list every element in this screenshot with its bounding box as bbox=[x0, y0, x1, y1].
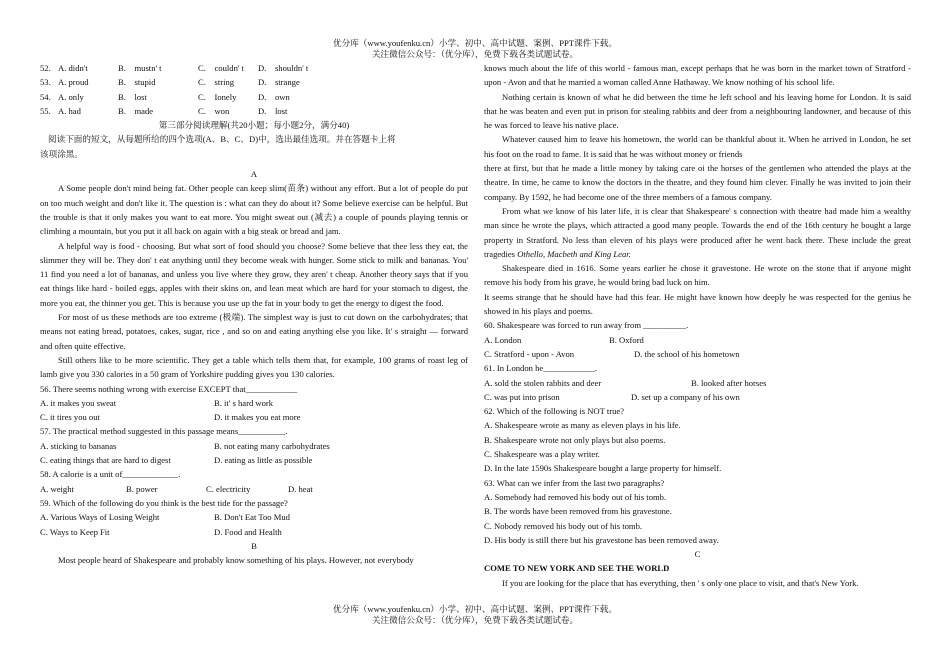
passage-b-paragraph-3: Whatever caused him to leave his hometown, the world can be thankful about it. When he arrived in London, he set his foot on the road to fame. It is said that he was without money or friends bbox=[484, 134, 911, 159]
option-a: A. had bbox=[58, 105, 81, 116]
question-62-option-c: C. Shakespeare was a play writer. bbox=[484, 449, 600, 460]
header-line-1: 优分库（www.youfenku.cn）小学、初中、高中试题、案例、PPT课件下载。 bbox=[333, 38, 617, 48]
option-a: A. only bbox=[58, 91, 84, 102]
passage-b-paragraph-1-cont: knows much about the life of this world - famous man, except perhaps that he was born in the market town of Stratford - upon - Avon and that he married a woman called Anne Hathaway. We know nothing of his school life. bbox=[484, 63, 911, 88]
header-line-2: 关注微信公众号：（优分库），免费下载各类试题试卷。 bbox=[371, 49, 579, 59]
section-title: 第三部分阅读理解(共20小题；每小题2分，满分40) bbox=[158, 120, 350, 131]
question-63-option-b: B. The words have been removed from his gravestone. bbox=[484, 506, 672, 517]
passage-b-paragraph-3b: there at first, but that he made a little money by taking care oi the horses of the gentlemen who attended the plays at the theatre. In time, he came to know the doctors in the theatre, and they found him clever. Finally he was invited to join their company. By 1592, he had become one of the three members of a famous company. bbox=[484, 163, 911, 202]
option-b: B. stupid bbox=[118, 77, 156, 88]
passage-b-paragraph-2: Nothing certain is known of what he did between the time he left school and his leaving home for London. It is said that he was beaten and even put in prison for stealing rabbits and deer from a neighbouring landowner, and because of this he was forced to leave his native place. bbox=[484, 91, 911, 131]
cloze-row-52: 52. A. didn't B. mustn' t C. couldn' t D. shouldn' t bbox=[40, 61, 468, 75]
passage-b-paragraph-5: Shakespeare died in 1616. Some years earlier he chose it gravestone. He wrote on the stone that if anyone might remove his body from his grave, he would bring bad luck on him. bbox=[484, 263, 911, 288]
option-c: C. string bbox=[198, 77, 235, 88]
option-d: D. strange bbox=[258, 77, 300, 88]
question-56: 56. There seems nothing wrong with exercise EXCEPT that____________ bbox=[40, 383, 298, 394]
option-c: C. won bbox=[198, 105, 230, 116]
instructions-cont: 该项涂黑。 bbox=[40, 148, 83, 159]
passage-c-label: C bbox=[694, 549, 701, 560]
play-titles: Othello, Macbeth and King Lear. bbox=[517, 248, 631, 259]
option-b: B. lost bbox=[118, 91, 147, 102]
passage-b-paragraph-1-start: Most people heard of Shakespeare and probably know something of his plays. However, not everybody bbox=[58, 555, 414, 566]
right-column bbox=[484, 61, 911, 590]
option-d: D. lost bbox=[258, 105, 288, 116]
option-c: C. Ionely bbox=[198, 91, 237, 102]
left-column bbox=[40, 61, 468, 567]
page-header bbox=[0, 38, 950, 60]
passage-b-paragraph-6: It seems strange that he should have had this fear. He might have known how deeply he was respected for the genius he showed in his plays and poems. bbox=[484, 291, 911, 317]
question-59-options-cd: C. Ways to Keep Fit D. Food and Health bbox=[40, 526, 282, 537]
question-59: 59. Which of the following do you think is the best tide for the passage? bbox=[40, 497, 288, 508]
question-59-options-ab: A. Various Ways of Losing Weight B. Don't Eat Too Mud bbox=[40, 512, 290, 523]
question-62: 62. Which of the following is NOT true? bbox=[484, 406, 625, 417]
question-62-option-d: D. In the late 1590s Shakespeare bought a large property for himself. bbox=[484, 463, 722, 474]
cloze-row-54: 54. A. only B. lost C. Ionely D. own bbox=[40, 90, 468, 104]
question-62-option-b: B. Shakespeare wrote not only plays but also poems. bbox=[484, 434, 666, 445]
page-footer bbox=[0, 604, 950, 626]
question-61: 61. In London he____________. bbox=[484, 363, 597, 374]
passage-a-paragraph-4: Still others like to be more scientific. They get a table which tells them that, for example, 100 grams of roast leg of lamb give you 330 calories in a 50 gram of Yorkshire pudding gives you 130 calories. bbox=[40, 354, 468, 380]
footer-line-2: 关注微信公众号：（优分库），免费下载各类试题试卷。 bbox=[371, 615, 579, 625]
passage-a-paragraph-3: For most of us these methods are too extreme (极端). The simplest way is just to cut down on the carbohydrates; that means not eating bread, potatoes, cakes, sugar, rice , and so on and eating anything else you like. It' s straight — forward and often quite effective. bbox=[40, 312, 468, 351]
cloze-row-55: 55. A. had B. made C. won D. lost bbox=[40, 104, 468, 118]
option-b: B. mustn' t bbox=[118, 63, 162, 73]
passage-a-label: A bbox=[250, 169, 258, 180]
passage-c-title: COME TO NEW YORK AND SEE THE WORLD bbox=[484, 563, 670, 574]
instructions: 阅读下面的短文，从每题所给的四个选项(A、B、C、D)中，选出最佳选项。并在答题卡上将 bbox=[48, 134, 396, 145]
question-60: 60. Shakespeare was forced to run away from __________. bbox=[484, 320, 689, 331]
question-63-option-d: D. His body is still there but his gravestone has been removed away. bbox=[484, 534, 719, 545]
option-a: A. didn't bbox=[58, 63, 88, 73]
question-58-options: A. weight B. power C. electricity D. heat bbox=[40, 483, 313, 494]
question-63-option-c: C. Nobody removed his body out of his tomb. bbox=[484, 520, 643, 531]
passage-b-paragraph-4: From what we know of his later life, it is clear that Shakespeare' s connection with theatre had made him a wealthy man since he wrote the plays, which attracted a good many people. Towards the end of the 16th century he bought a large property in Stratford. No less than eleven of his plays were produced after he went back there. These include the great tragedies Othello, Macbeth and King Lear. bbox=[484, 205, 911, 259]
question-63: 63. What can we infer from the last two paragraphs? bbox=[484, 477, 665, 488]
question-57: 57. The practical method suggested in this passage means___________. bbox=[40, 426, 288, 437]
question-58: 58. A calorie is a unit of_____________. bbox=[40, 469, 181, 480]
question-61-options-cd: C. was put into prison D. set up a company of his own bbox=[484, 391, 740, 402]
question-60-options-cd: C. Stratford - upon - Avon D. the school of his hometown bbox=[484, 348, 740, 359]
option-d: D. own bbox=[258, 91, 290, 102]
question-63-option-a: A. Somebody had removed his body out of his tomb. bbox=[484, 491, 667, 502]
question-60-options-ab: A. London B. Oxford bbox=[484, 334, 644, 345]
passage-b-label: B bbox=[251, 540, 257, 551]
passage-a-paragraph-1: A Some people don't mind being fat. Other people can keep slim(苗条) without any effort. But a lot of people do put on too much weight and don't like it. The question is : what can they do about it? Some believe exercise can be helpful. But the trouble is that it only makes you want to eat more. You might sweat out (减去) a couple of pounds playing tennis or climbing a mountain, but you put it all back on again with a big steak or bread and jam. bbox=[40, 183, 468, 237]
question-57-options-ab: A. sticking to bananas B. not eating many carbohydrates bbox=[40, 440, 330, 451]
cloze-row-53: 53. A. proud B. stupid C. string D. strange bbox=[40, 75, 468, 89]
question-61-options-ab: A. sold the stolen rabbits and deer B. looked after horses bbox=[484, 377, 767, 388]
question-57-options-cd: C. eating things that are hard to digest D. eating as little as possible bbox=[40, 455, 313, 466]
question-56-options-cd: C. it tires you out D. it makes you eat more bbox=[40, 412, 301, 423]
option-c: C. couldn' t bbox=[198, 63, 244, 73]
question-56-options-ab: A. it makes you sweat B. it' s hard work bbox=[40, 397, 274, 408]
question-62-option-a: A. Shakespeare wrote as many as eleven plays in his life. bbox=[484, 420, 681, 431]
footer-line-1: 优分库（www.youfenku.cn）小学、初中、高中试题、案例、PPT课件下载。 bbox=[333, 604, 617, 614]
option-a: A. proud bbox=[58, 77, 89, 88]
option-b: B. made bbox=[118, 105, 154, 116]
option-d: D. shouldn' t bbox=[258, 63, 309, 73]
passage-a-paragraph-2: A helpful way is food - choosing. But what sort of food should you choose? Some believe that thee less they eat, the slimmer they will be. They don' t eat anything until they become weak with hunger. Some stick to milk and bananas. You' 11 find you need a lot of bananas, and unless you live where they grow, they aren' t cheap. Another theory says that if you eat things like hard - boiled eggs, apples with their skins on, and lean meat which are hard for your stomach to digest, the more you eat, the thinner you get. This is because you use up the fat in your body to get the energy to digest the food. bbox=[40, 240, 468, 308]
passage-c-paragraph-1: If you are looking for the place that has everything, then ' s only one place to visit, and that's New York. bbox=[502, 577, 859, 588]
